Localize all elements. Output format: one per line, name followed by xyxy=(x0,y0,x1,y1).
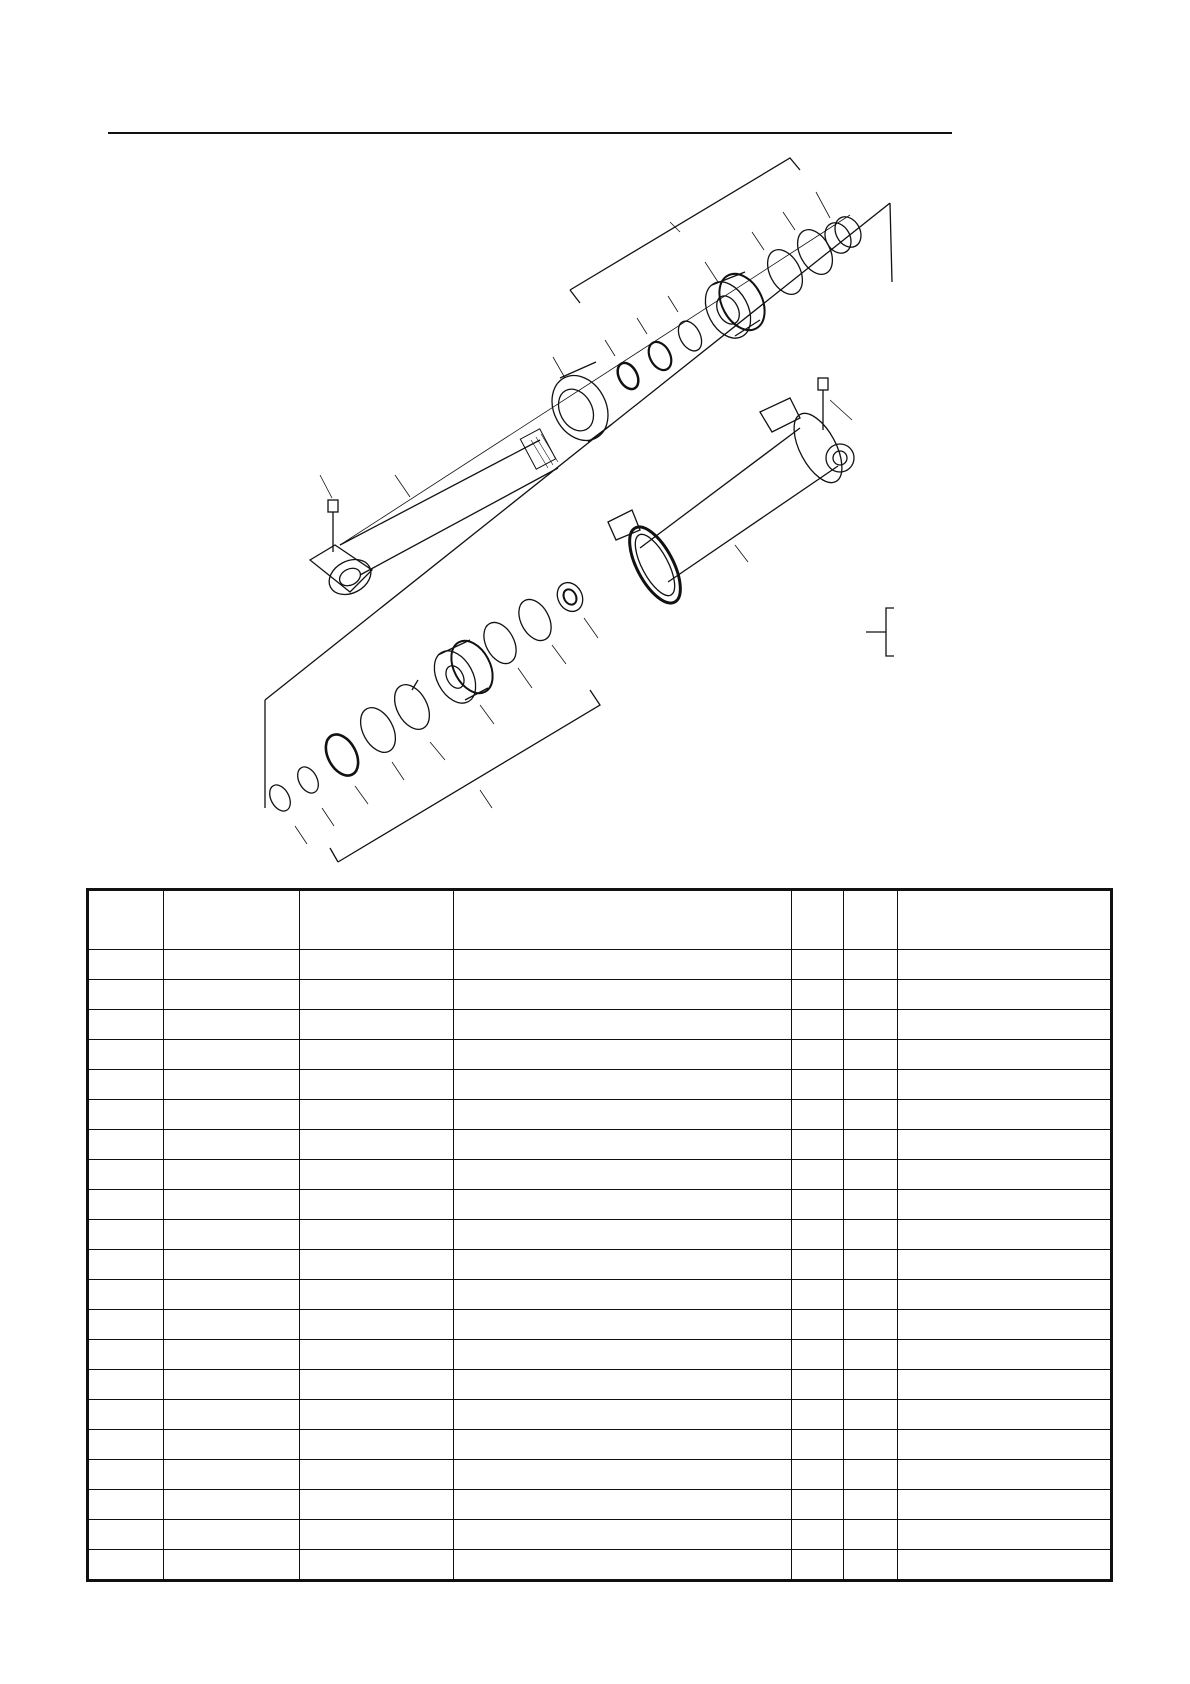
table-cell xyxy=(88,1039,164,1069)
header-cell xyxy=(454,890,792,950)
table-row xyxy=(88,1039,1112,1069)
table-row xyxy=(88,1339,1112,1369)
table-cell xyxy=(164,1399,300,1429)
leader-u5 xyxy=(783,212,795,230)
table-cell xyxy=(898,1429,1112,1459)
table-cell xyxy=(300,1099,454,1129)
table-cell xyxy=(792,1399,844,1429)
table-cell xyxy=(454,1039,792,1069)
table-row xyxy=(88,1159,1112,1189)
table-cell xyxy=(792,1189,844,1219)
leader-l2 xyxy=(518,668,532,688)
table-cell xyxy=(844,1519,898,1549)
table-row xyxy=(88,1279,1112,1309)
table-row xyxy=(88,1309,1112,1339)
upper-kit-bracket-long xyxy=(890,203,892,282)
table-body xyxy=(88,950,1112,1581)
table-cell xyxy=(88,1099,164,1129)
table-cell xyxy=(164,950,300,980)
table-cell xyxy=(88,1399,164,1429)
table-cell xyxy=(164,1039,300,1069)
table-cell xyxy=(792,950,844,980)
leader-l5 xyxy=(322,808,334,826)
table-cell xyxy=(792,1339,844,1369)
table-cell xyxy=(88,1129,164,1159)
table-cell xyxy=(300,950,454,980)
upper-kit-bracket-side xyxy=(570,290,580,303)
table-cell xyxy=(844,1549,898,1580)
lower-kit-bracket-side xyxy=(330,848,338,862)
grease-nipple-barrel xyxy=(818,378,852,430)
table-cell xyxy=(300,1489,454,1519)
table-cell xyxy=(898,1369,1112,1399)
table-cell xyxy=(300,1039,454,1069)
table-cell xyxy=(164,1129,300,1159)
table-row xyxy=(88,1399,1112,1429)
table-cell xyxy=(164,1249,300,1279)
kit-legend-bracket xyxy=(866,608,894,656)
table-cell xyxy=(88,1549,164,1580)
table-cell xyxy=(792,1009,844,1039)
seal-ring-u3 xyxy=(674,317,707,355)
table-cell xyxy=(792,1369,844,1399)
leader-lower-kit xyxy=(480,790,492,808)
table-cell xyxy=(844,950,898,980)
table-cell xyxy=(454,1519,792,1549)
table-cell xyxy=(792,1129,844,1159)
table-cell xyxy=(88,1069,164,1099)
table-cell xyxy=(898,1249,1112,1279)
table-cell xyxy=(88,1369,164,1399)
table-cell xyxy=(792,1309,844,1339)
table-cell xyxy=(792,1099,844,1129)
header-cell xyxy=(88,890,164,950)
table-cell xyxy=(844,1339,898,1369)
table-cell xyxy=(300,1399,454,1429)
table-cell xyxy=(88,1309,164,1339)
table-cell xyxy=(898,1069,1112,1099)
table-cell xyxy=(164,1069,300,1099)
assembly-axis xyxy=(340,215,850,545)
table-cell xyxy=(300,1069,454,1099)
table-row xyxy=(88,950,1112,980)
lower-kit-bracket xyxy=(338,690,600,862)
leader-l1 xyxy=(552,645,566,664)
table-cell xyxy=(300,1279,454,1309)
table-cell xyxy=(164,1519,300,1549)
table-cell xyxy=(792,1219,844,1249)
table-cell xyxy=(898,1159,1112,1189)
table-cell xyxy=(454,1069,792,1099)
table-cell xyxy=(844,1189,898,1219)
table-row xyxy=(88,1549,1112,1580)
leader-l3 xyxy=(392,762,404,780)
table-cell xyxy=(164,1099,300,1129)
table-row xyxy=(88,979,1112,1009)
table-cell xyxy=(300,1009,454,1039)
leader-u3 xyxy=(668,296,678,312)
o-ring-l6 xyxy=(265,781,294,814)
table-cell xyxy=(792,1519,844,1549)
table-cell xyxy=(88,979,164,1009)
table-cell xyxy=(844,1009,898,1039)
table-cell xyxy=(792,979,844,1009)
table-cell xyxy=(898,1339,1112,1369)
table-header-row xyxy=(88,890,1112,950)
table-row xyxy=(88,1519,1112,1549)
table-cell xyxy=(300,1339,454,1369)
table-cell xyxy=(844,1369,898,1399)
table-cell xyxy=(454,1279,792,1309)
table-cell xyxy=(88,1249,164,1279)
table-cell xyxy=(300,1429,454,1459)
table-cell xyxy=(164,1489,300,1519)
table-row xyxy=(88,1129,1112,1159)
o-ring-l5 xyxy=(293,763,322,796)
table-row xyxy=(88,1249,1112,1279)
table-cell xyxy=(88,950,164,980)
header-cell xyxy=(300,890,454,950)
parts-table xyxy=(86,888,1113,1582)
table-cell xyxy=(164,1189,300,1219)
table-cell xyxy=(844,1099,898,1129)
table-cell xyxy=(88,1429,164,1459)
table-cell xyxy=(792,1039,844,1069)
table-cell xyxy=(898,979,1112,1009)
table-cell xyxy=(454,979,792,1009)
table-cell xyxy=(88,1459,164,1489)
table-cell xyxy=(164,1309,300,1339)
table-cell xyxy=(792,1429,844,1459)
table-cell xyxy=(300,979,454,1009)
table-cell xyxy=(88,1279,164,1309)
table-cell xyxy=(88,1489,164,1519)
table-cell xyxy=(454,1249,792,1279)
table-row xyxy=(88,1189,1112,1219)
table-cell xyxy=(454,1129,792,1159)
table-cell xyxy=(88,1159,164,1189)
o-ring-l1 xyxy=(512,594,557,646)
table-cell xyxy=(88,1219,164,1249)
leader-u4 xyxy=(752,232,764,250)
table-cell xyxy=(164,1339,300,1369)
table-cell xyxy=(164,1279,300,1309)
leader-u2 xyxy=(637,318,647,334)
table-cell xyxy=(844,1399,898,1429)
table-cell xyxy=(454,1339,792,1369)
table-cell xyxy=(898,1279,1112,1309)
seal-ring-u2 xyxy=(644,338,676,374)
upper-kit-bracket xyxy=(570,158,800,290)
table-cell xyxy=(898,1519,1112,1549)
frame-line xyxy=(265,203,890,700)
table-cell xyxy=(898,1459,1112,1489)
table-cell xyxy=(844,1459,898,1489)
table-cell xyxy=(454,1429,792,1459)
table-cell xyxy=(454,1459,792,1489)
table-cell xyxy=(844,1129,898,1159)
table-cell xyxy=(898,1039,1112,1069)
piston-nut xyxy=(552,578,598,638)
header-cell xyxy=(898,890,1112,950)
table-cell xyxy=(792,1489,844,1519)
table-cell xyxy=(88,1009,164,1039)
grease-nipple-rod xyxy=(320,475,338,552)
table-cell xyxy=(792,1069,844,1099)
table-cell xyxy=(844,1279,898,1309)
gland-nut xyxy=(541,357,619,450)
leader-l4 xyxy=(355,786,368,804)
table-cell xyxy=(164,1159,300,1189)
table-cell xyxy=(898,1399,1112,1429)
header-cell xyxy=(164,890,300,950)
table-cell xyxy=(898,1489,1112,1519)
table-cell xyxy=(898,950,1112,980)
table-cell xyxy=(898,1129,1112,1159)
table-row xyxy=(88,1099,1112,1129)
table-cell xyxy=(164,1549,300,1580)
table-cell xyxy=(844,1069,898,1099)
table-cell xyxy=(454,1369,792,1399)
table-row xyxy=(88,1009,1112,1039)
table-cell xyxy=(300,1549,454,1580)
wear-ring xyxy=(816,192,866,258)
table-cell xyxy=(454,1099,792,1129)
table-cell xyxy=(898,1549,1112,1580)
table-cell xyxy=(792,1459,844,1489)
table-row xyxy=(88,1369,1112,1399)
o-ring-l2 xyxy=(477,617,522,669)
table-cell xyxy=(844,1219,898,1249)
table-cell xyxy=(792,1549,844,1580)
o-ring-l3 xyxy=(353,702,402,758)
table-cell xyxy=(454,1489,792,1519)
table-cell xyxy=(88,1189,164,1219)
leader-l6 xyxy=(295,826,307,844)
table-cell xyxy=(300,1159,454,1189)
table-cell xyxy=(300,1309,454,1339)
table-cell xyxy=(844,1249,898,1279)
table-cell xyxy=(164,1459,300,1489)
table-cell xyxy=(898,1309,1112,1339)
table-row xyxy=(88,1069,1112,1099)
table-cell xyxy=(792,1159,844,1189)
table-cell xyxy=(454,1549,792,1580)
table-cell xyxy=(454,1309,792,1339)
table-cell xyxy=(300,1219,454,1249)
leader-rod xyxy=(395,475,410,497)
table-cell xyxy=(898,1099,1112,1129)
table-cell xyxy=(898,1009,1112,1039)
table-cell xyxy=(164,1369,300,1399)
table-cell xyxy=(88,1339,164,1369)
o-ring-u5 xyxy=(790,224,839,280)
seal-ring-u1 xyxy=(613,359,642,392)
table-cell xyxy=(454,1189,792,1219)
table-row xyxy=(88,1219,1112,1249)
leader-upper-kit xyxy=(670,222,680,232)
table-cell xyxy=(844,979,898,1009)
table-cell xyxy=(300,1459,454,1489)
leader-u1 xyxy=(605,340,615,356)
table-cell xyxy=(88,1519,164,1549)
o-ring-u4 xyxy=(760,244,809,300)
table-cell xyxy=(844,1039,898,1069)
table-cell xyxy=(300,1189,454,1219)
header-cell xyxy=(792,890,844,950)
table-cell xyxy=(454,950,792,980)
header-cell xyxy=(844,890,898,950)
table-row xyxy=(88,1459,1112,1489)
cylinder-barrel xyxy=(608,398,854,611)
table-cell xyxy=(844,1489,898,1519)
table-cell xyxy=(300,1519,454,1549)
table-cell xyxy=(164,1219,300,1249)
table-cell xyxy=(844,1429,898,1459)
table-cell xyxy=(300,1369,454,1399)
table-cell xyxy=(164,979,300,1009)
table-cell xyxy=(300,1249,454,1279)
seal-ring-l4 xyxy=(319,729,364,781)
table-cell xyxy=(454,1009,792,1039)
table-cell xyxy=(300,1129,454,1159)
table-cell xyxy=(792,1279,844,1309)
table-cell xyxy=(898,1219,1112,1249)
table-cell xyxy=(454,1159,792,1189)
table-cell xyxy=(844,1159,898,1189)
table-cell xyxy=(454,1399,792,1429)
split-wear-band xyxy=(387,679,445,760)
table-cell xyxy=(898,1189,1112,1219)
rod-eye xyxy=(310,545,377,601)
table-cell xyxy=(792,1249,844,1279)
piston xyxy=(426,634,501,724)
table-cell xyxy=(844,1309,898,1339)
table-row xyxy=(88,1489,1112,1519)
table-cell xyxy=(454,1219,792,1249)
table-row xyxy=(88,1429,1112,1459)
table-cell xyxy=(164,1429,300,1459)
table-cell xyxy=(164,1009,300,1039)
